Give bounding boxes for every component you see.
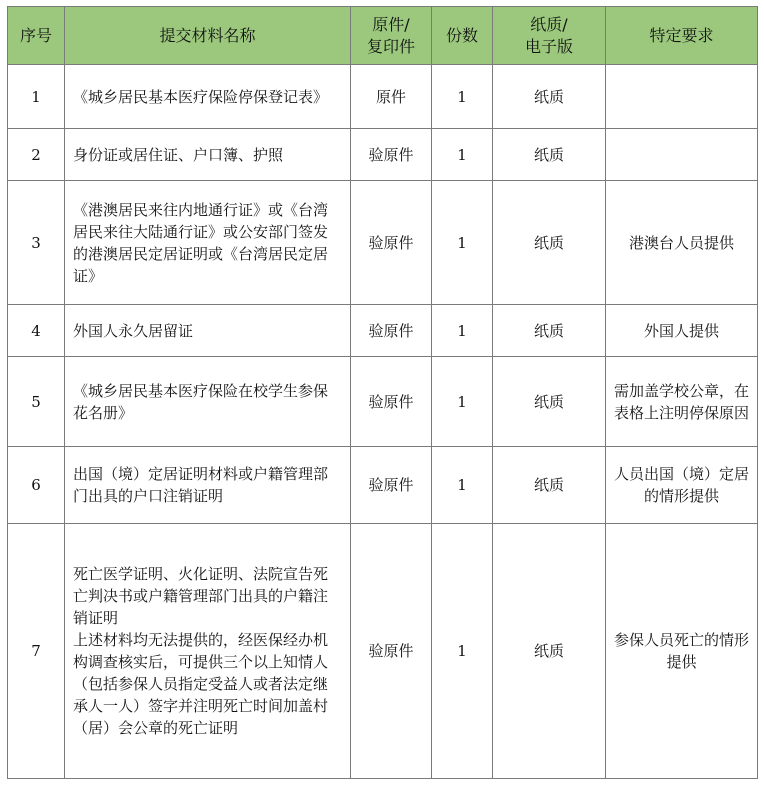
header-index: 序号 (8, 7, 65, 65)
cell-copies: 1 (432, 181, 493, 305)
cell-format: 纸质 (493, 447, 606, 524)
cell-requirement (606, 129, 758, 181)
cell-original-or-copy: 验原件 (351, 357, 432, 447)
cell-copies: 1 (432, 65, 493, 129)
cell-original-or-copy: 验原件 (351, 524, 432, 779)
cell-original-or-copy: 验原件 (351, 305, 432, 357)
cell-original-or-copy: 验原件 (351, 181, 432, 305)
cell-format: 纸质 (493, 129, 606, 181)
table-row (8, 447, 758, 524)
cell-copies: 1 (432, 129, 493, 181)
cell-original-or-copy: 验原件 (351, 129, 432, 181)
cell-format: 纸质 (493, 305, 606, 357)
cell-original-or-copy: 原件 (351, 65, 432, 129)
table-row (8, 357, 758, 447)
table-row (8, 524, 758, 779)
cell-index: 6 (8, 447, 65, 524)
cell-requirement: 港澳台人员提供 (606, 181, 758, 305)
cell-index: 2 (8, 129, 65, 181)
cell-original-or-copy: 验原件 (351, 447, 432, 524)
cell-name: 《城乡居民基本医疗保险停保登记表》 (65, 65, 351, 129)
header-row (8, 7, 758, 65)
cell-copies: 1 (432, 524, 493, 779)
cell-name: 死亡医学证明、火化证明、法院宣告死亡判决书或户籍管理部门出具的户籍注销证明 上述材料均无法提供的，经医保经办机构调查核实后，可提供三个以上知情人（包括参保人员指定受益人或者法定继承人一人）签字并注明死亡时间加盖村（居）会公章的死亡证明 (65, 524, 351, 779)
table-row (8, 181, 758, 305)
cell-copies: 1 (432, 305, 493, 357)
cell-name: 《港澳居民来往内地通行证》或《台湾居民来往大陆通行证》或公安部门签发的港澳居民定居证明或《台湾居民定居证》 (65, 181, 351, 305)
cell-name: 出国（境）定居证明材料或户籍管理部门出具的户口注销证明 (65, 447, 351, 524)
table-row (8, 305, 758, 357)
cell-name: 外国人永久居留证 (65, 305, 351, 357)
cell-requirement: 人员出国（境）定居的情形提供 (606, 447, 758, 524)
cell-index: 4 (8, 305, 65, 357)
materials-table (7, 6, 758, 779)
cell-format: 纸质 (493, 357, 606, 447)
cell-copies: 1 (432, 447, 493, 524)
table-row (8, 65, 758, 129)
cell-requirement: 外国人提供 (606, 305, 758, 357)
cell-requirement: 需加盖学校公章，在表格上注明停保原因 (606, 357, 758, 447)
cell-format: 纸质 (493, 181, 606, 305)
cell-requirement (606, 65, 758, 129)
header-requirement: 特定要求 (606, 7, 758, 65)
cell-format: 纸质 (493, 65, 606, 129)
cell-name: 身份证或居住证、户口簿、护照 (65, 129, 351, 181)
cell-index: 1 (8, 65, 65, 129)
cell-index: 7 (8, 524, 65, 779)
cell-requirement: 参保人员死亡的情形提供 (606, 524, 758, 779)
header-name: 提交材料名称 (65, 7, 351, 65)
table-row (8, 129, 758, 181)
cell-copies: 1 (432, 357, 493, 447)
header-original-or-copy: 原件/ 复印件 (351, 7, 432, 65)
cell-index: 3 (8, 181, 65, 305)
cell-format: 纸质 (493, 524, 606, 779)
cell-name: 《城乡居民基本医疗保险在校学生参保花名册》 (65, 357, 351, 447)
header-format: 纸质/ 电子版 (493, 7, 606, 65)
cell-index: 5 (8, 357, 65, 447)
header-copies: 份数 (432, 7, 493, 65)
